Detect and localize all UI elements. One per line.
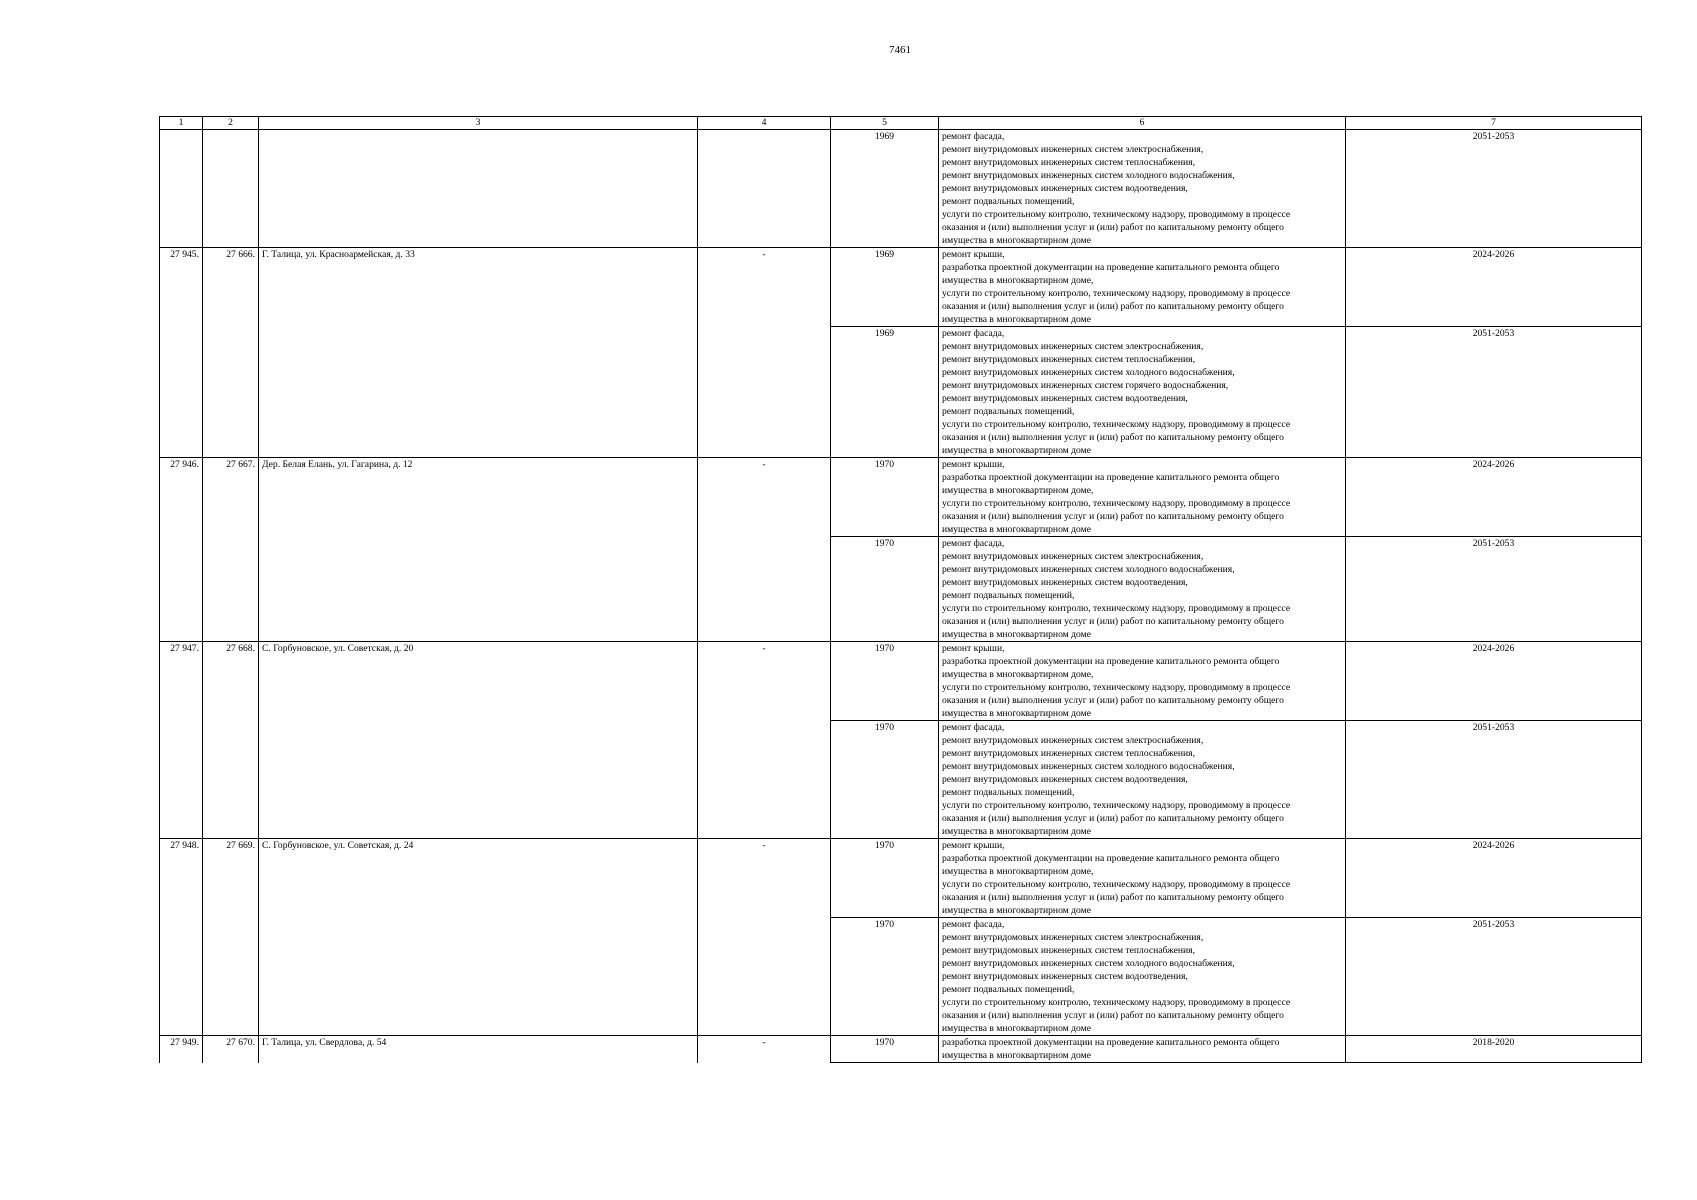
work-item: ремонт внутридомовых инженерных систем электроснабжения, <box>942 144 1204 155</box>
address-cell <box>259 130 698 248</box>
building-code-cell: 27 668. <box>203 642 259 839</box>
work-item: имущества в многоквартирном доме, <box>942 866 1094 877</box>
table-row <box>160 130 1642 248</box>
work-item: ремонт внутридомовых инженерных систем водоотведения, <box>942 971 1188 982</box>
work-item: ремонт крыши, <box>942 840 1005 851</box>
work-item: имущества в многоквартирном доме <box>942 1023 1091 1034</box>
row-number-cell: 27 947. <box>160 642 203 839</box>
work-item: ремонт внутридомовых инженерных систем теплоснабжения, <box>942 354 1195 365</box>
row-number-cell: 27 948. <box>160 839 203 1036</box>
work-item: ремонт подвальных помещений, <box>942 590 1075 601</box>
year-cell: 1970 <box>831 458 939 537</box>
col4-cell <box>698 130 831 248</box>
work-item: ремонт внутридомовых инженерных систем холодного водоснабжения, <box>942 958 1235 969</box>
column-number-5: 5 <box>831 117 939 130</box>
year-cell: 1969 <box>831 327 939 458</box>
work-item: ремонт фасада, <box>942 919 1005 930</box>
work-item: ремонт подвальных помещений, <box>942 196 1075 207</box>
column-number-3: 3 <box>259 117 698 130</box>
work-item: имущества в многоквартирном доме <box>942 826 1091 837</box>
table-row <box>160 642 1642 721</box>
work-item: разработка проектной документации на проведение капитального ремонта общего <box>942 853 1280 864</box>
work-item: разработка проектной документации на проведение капитального ремонта общего <box>942 472 1280 483</box>
period-cell: 2051-2053 <box>1346 918 1642 1036</box>
building-code-cell: 27 667. <box>203 458 259 642</box>
work-item: разработка проектной документации на проведение капитального ремонта общего <box>942 262 1280 273</box>
work-item: ремонт внутридомовых инженерных систем водоотведения, <box>942 577 1188 588</box>
work-item: оказания и (или) выполнения услуг и (или) работ по капитальному ремонту общего <box>942 616 1284 627</box>
period-cell: 2024-2026 <box>1346 248 1642 327</box>
work-item: услуги по строительному контролю, техническому надзору, проводимому в процессе <box>942 419 1291 430</box>
column-number-7: 7 <box>1346 117 1642 130</box>
work-item: ремонт подвальных помещений, <box>942 787 1075 798</box>
work-item: ремонт фасада, <box>942 722 1005 733</box>
column-number-2: 2 <box>203 117 259 130</box>
period-cell: 2051-2053 <box>1346 721 1642 839</box>
address-cell: Г. Талица, ул. Красноармейская, д. 33 <box>259 248 698 458</box>
col4-cell: - <box>698 1036 831 1063</box>
year-cell: 1970 <box>831 839 939 918</box>
work-item: имущества в многоквартирном доме <box>942 1050 1091 1061</box>
work-item: ремонт внутридомовых инженерных систем горячего водоснабжения, <box>942 380 1229 391</box>
table-row <box>160 1036 1642 1063</box>
work-item: ремонт фасада, <box>942 328 1005 339</box>
row-number-cell: 27 949. <box>160 1036 203 1063</box>
work-item: имущества в многоквартирном доме, <box>942 669 1094 680</box>
works-list-cell <box>939 327 1346 458</box>
year-cell: 1970 <box>831 537 939 642</box>
period-cell: 2024-2026 <box>1346 839 1642 918</box>
year-cell: 1970 <box>831 721 939 839</box>
column-number-1: 1 <box>160 117 203 130</box>
work-item: имущества в многоквартирном доме <box>942 235 1091 246</box>
capital-repair-table <box>159 116 1642 1063</box>
col4-cell: - <box>698 642 831 839</box>
work-item: разработка проектной документации на проведение капитального ремонта общего <box>942 656 1280 667</box>
work-item: ремонт внутридомовых инженерных систем водоотведения, <box>942 183 1188 194</box>
column-numbers-row <box>160 117 1642 130</box>
work-item: услуги по строительному контролю, техническому надзору, проводимому в процессе <box>942 603 1291 614</box>
works-list-cell <box>939 1036 1346 1063</box>
work-item: услуги по строительному контролю, техническому надзору, проводимому в процессе <box>942 879 1291 890</box>
work-item: оказания и (или) выполнения услуг и (или) работ по капитальному ремонту общего <box>942 301 1284 312</box>
work-item: оказания и (или) выполнения услуг и (или) работ по капитальному ремонту общего <box>942 813 1284 824</box>
work-item: ремонт внутридомовых инженерных систем электроснабжения, <box>942 735 1204 746</box>
building-code-cell: 27 666. <box>203 248 259 458</box>
work-item: ремонт фасада, <box>942 131 1005 142</box>
work-item: ремонт подвальных помещений, <box>942 406 1075 417</box>
building-code-cell: 27 669. <box>203 839 259 1036</box>
address-cell: Г. Талица, ул. Свердлова, д. 54 <box>259 1036 698 1063</box>
works-list-cell <box>939 248 1346 327</box>
works-list-cell <box>939 839 1346 918</box>
work-item: ремонт внутридомовых инженерных систем холодного водоснабжения, <box>942 170 1235 181</box>
work-item: ремонт внутридомовых инженерных систем теплоснабжения, <box>942 945 1195 956</box>
work-item: имущества в многоквартирном доме <box>942 905 1091 916</box>
row-number-cell <box>160 130 203 248</box>
period-cell: 2051-2053 <box>1346 537 1642 642</box>
work-item: ремонт внутридомовых инженерных систем электроснабжения, <box>942 341 1204 352</box>
work-item: оказания и (или) выполнения услуг и (или) работ по капитальному ремонту общего <box>942 695 1284 706</box>
work-item: ремонт внутридомовых инженерных систем электроснабжения, <box>942 551 1204 562</box>
work-item: имущества в многоквартирном доме <box>942 445 1091 456</box>
works-list-cell <box>939 458 1346 537</box>
year-cell: 1970 <box>831 1036 939 1063</box>
work-item: услуги по строительному контролю, техническому надзору, проводимому в процессе <box>942 288 1291 299</box>
year-cell: 1970 <box>831 642 939 721</box>
work-item: имущества в многоквартирном доме <box>942 708 1091 719</box>
work-item: ремонт крыши, <box>942 249 1005 260</box>
work-item: ремонт внутридомовых инженерных систем холодного водоснабжения, <box>942 761 1235 772</box>
work-item: услуги по строительному контролю, техническому надзору, проводимому в процессе <box>942 209 1291 220</box>
year-cell: 1970 <box>831 918 939 1036</box>
col4-cell: - <box>698 248 831 458</box>
table-row <box>160 458 1642 537</box>
address-cell: С. Горбуновское, ул. Советская, д. 20 <box>259 642 698 839</box>
work-item: услуги по строительному контролю, техническому надзору, проводимому в процессе <box>942 498 1291 509</box>
work-item: ремонт внутридомовых инженерных систем теплоснабжения, <box>942 748 1195 759</box>
work-item: имущества в многоквартирном доме, <box>942 275 1094 286</box>
row-number-cell: 27 946. <box>160 458 203 642</box>
column-number-6: 6 <box>939 117 1346 130</box>
work-item: ремонт внутридомовых инженерных систем холодного водоснабжения, <box>942 367 1235 378</box>
period-cell: 2018-2020 <box>1346 1036 1642 1063</box>
table-row <box>160 839 1642 918</box>
works-list-cell <box>939 537 1346 642</box>
period-cell: 2024-2026 <box>1346 458 1642 537</box>
period-cell: 2051-2053 <box>1346 130 1642 248</box>
works-list-cell <box>939 918 1346 1036</box>
work-item: имущества в многоквартирном доме <box>942 524 1091 535</box>
work-item: оказания и (или) выполнения услуг и (или) работ по капитальному ремонту общего <box>942 222 1284 233</box>
work-item: оказания и (или) выполнения услуг и (или) работ по капитальному ремонту общего <box>942 511 1284 522</box>
work-item: оказания и (или) выполнения услуг и (или) работ по капитальному ремонту общего <box>942 1010 1284 1021</box>
address-cell: С. Горбуновское, ул. Советская, д. 24 <box>259 839 698 1036</box>
work-item: ремонт крыши, <box>942 643 1005 654</box>
year-cell: 1969 <box>831 130 939 248</box>
work-item: оказания и (или) выполнения услуг и (или) работ по капитальному ремонту общего <box>942 432 1284 443</box>
page-number: 7461 <box>889 44 911 56</box>
works-list-cell <box>939 642 1346 721</box>
work-item: ремонт внутридомовых инженерных систем водоотведения, <box>942 774 1188 785</box>
work-item: ремонт фасада, <box>942 538 1005 549</box>
col4-cell: - <box>698 458 831 642</box>
col4-cell: - <box>698 839 831 1036</box>
work-item: услуги по строительному контролю, техническому надзору, проводимому в процессе <box>942 800 1291 811</box>
column-number-4: 4 <box>698 117 831 130</box>
work-item: разработка проектной документации на проведение капитального ремонта общего <box>942 1037 1280 1048</box>
year-cell: 1969 <box>831 248 939 327</box>
period-cell: 2024-2026 <box>1346 642 1642 721</box>
building-code-cell <box>203 130 259 248</box>
work-item: ремонт внутридомовых инженерных систем электроснабжения, <box>942 932 1204 943</box>
work-item: имущества в многоквартирном доме <box>942 629 1091 640</box>
work-item: услуги по строительному контролю, техническому надзору, проводимому в процессе <box>942 682 1291 693</box>
building-code-cell: 27 670. <box>203 1036 259 1063</box>
address-cell: Дер. Белая Елань, ул. Гагарина, д. 12 <box>259 458 698 642</box>
work-item: ремонт внутридомовых инженерных систем теплоснабжения, <box>942 157 1195 168</box>
work-item: ремонт подвальных помещений, <box>942 984 1075 995</box>
work-item: ремонт внутридомовых инженерных систем холодного водоснабжения, <box>942 564 1235 575</box>
work-item: имущества в многоквартирном доме <box>942 314 1091 325</box>
work-item: услуги по строительному контролю, техническому надзору, проводимому в процессе <box>942 997 1291 1008</box>
work-item: ремонт внутридомовых инженерных систем водоотведения, <box>942 393 1188 404</box>
period-cell: 2051-2053 <box>1346 327 1642 458</box>
work-item: оказания и (или) выполнения услуг и (или) работ по капитальному ремонту общего <box>942 892 1284 903</box>
row-number-cell: 27 945. <box>160 248 203 458</box>
table-row <box>160 248 1642 327</box>
work-item: имущества в многоквартирном доме, <box>942 485 1094 496</box>
works-list-cell <box>939 130 1346 248</box>
work-item: ремонт крыши, <box>942 459 1005 470</box>
works-list-cell <box>939 721 1346 839</box>
